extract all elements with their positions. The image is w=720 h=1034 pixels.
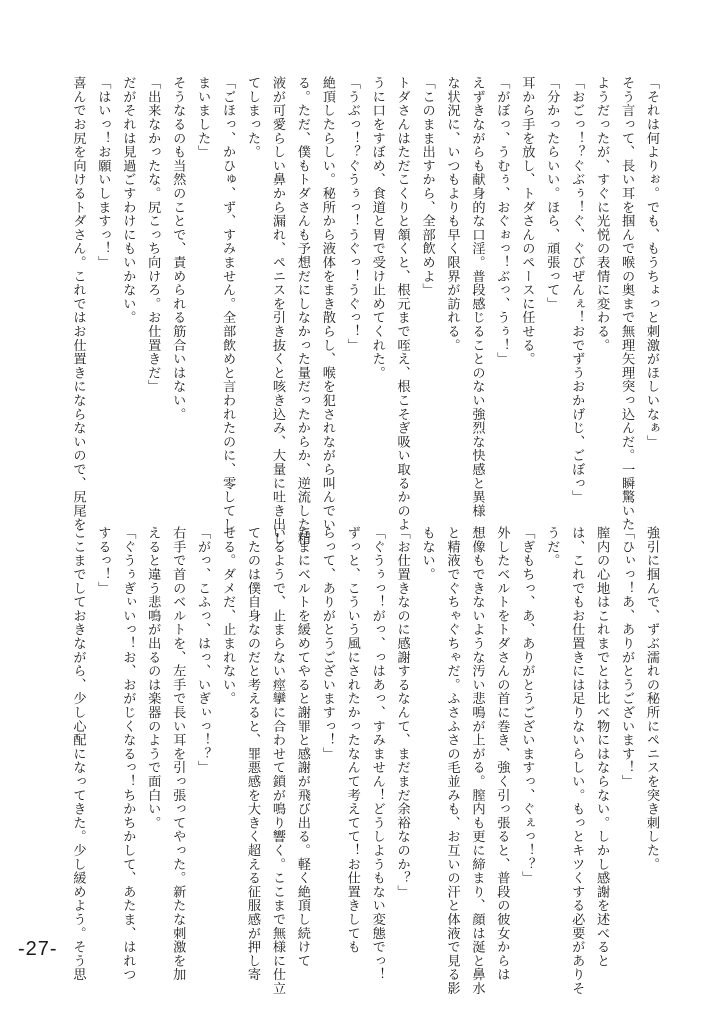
- text-column: 「ぐうぅぎぃいっ！お、おがじくなるっ！ちかちかして、あたま、はれつ: [120, 526, 136, 982]
- text-column: たまにベルトを緩めてやると謝罪と感謝が飛び出る。軽く絶頂し続けて: [294, 526, 310, 968]
- text-column: 外したベルトをトダさんの首に巻き、強く引っ張ると、普段の彼女からは: [494, 526, 510, 982]
- text-column: トダさんはただこくりと頷くと、根元まで咥え、根こそぎ吸い取るかのよ: [394, 76, 410, 532]
- text-column: と精液でぐちゃぐちゃだ。ふさふさの毛並みも、お互いの汗と体液で見る影: [444, 526, 460, 996]
- text-column: 「ぎもちっ、あ、ありがとうございますっ、ぐぇっ！？」: [519, 526, 535, 885]
- text-column: 「このまま出すから、全部飲めよ」: [419, 76, 435, 297]
- text-column: えると違う悲鳴が出るのは楽器のようで面白い。: [145, 526, 161, 830]
- text-column: 「はいっ！お願いしますっ！」: [95, 76, 111, 270]
- text-column: 耳から手を放し、トダさんのペースに任せる。: [519, 76, 535, 366]
- text-column: ここまでしておきながら、少し心配になってきた。少し緩めよう。そう思: [70, 526, 86, 982]
- text-column: 「ぐうぅっ！がっ、っはあっ、すみません！どうしようもない変態でっ！: [369, 526, 385, 982]
- text-column: 右手で首のベルトを、左手で長い耳を引っ張ってやった。新たな刺激を加: [170, 526, 186, 982]
- text-column: ずっと、こういう風にされたかったなんて考えてて！お仕置きしても: [344, 526, 360, 954]
- text-column: 「出来なかったな。尻こっち向けろ。お仕置きだ」: [145, 76, 161, 394]
- upper-text-block: [60, 76, 659, 546]
- text-column: 喜んでお尻を向けるトダさん。これではお仕置きにならないので、尻尾を: [70, 76, 86, 532]
- page-number: -27-: [18, 938, 58, 960]
- text-column: 絶頂したらしい。秘所から液体をまき散らし、喉を犯されながら叫んでい: [319, 76, 335, 532]
- text-column: 「おごっ！？ぐぶぅ！ぐ、ぐびぜんぇ！おでずうおかげじ、ごぼっ」: [569, 76, 585, 504]
- text-column: 膣内の心地はこれまでとは比べ物にはならない。しかし感謝を述べると: [594, 526, 610, 968]
- text-column: てたのは僕自身なのだと考えると、罪悪感を大きく超える征服感が押し寄: [245, 526, 260, 982]
- text-column: 「分かったらいい。ほら、頑張って」: [544, 76, 560, 311]
- text-column: 「うぶっ！？ぐうぅっ！うぐっ！うぐっ！」: [344, 76, 360, 352]
- text-column: まいました」: [195, 76, 211, 159]
- text-column: 「ごほっ、かひゅ、ず、すみません。全部飲めと言われたのに、零してし: [220, 76, 236, 532]
- text-column: る。ただ、僕もトダさんも予想だにしなかった量だったからか、逆流した精: [294, 76, 310, 546]
- text-column: 「がっ、こふっ、はっ、いぎぃっ！？」: [195, 526, 211, 775]
- text-column: するっ！」: [95, 526, 111, 595]
- text-column: うに口をすぼめ、食道と胃で受け止めてくれた。: [369, 76, 385, 380]
- text-column: 「お仕置きなのに感謝するなんて、まだまだ余裕なのか？」: [394, 526, 410, 899]
- text-column: せる。ダメだ、止まれない。: [220, 526, 236, 706]
- text-column: えずきながらも献身的な口淫。普段感じることのない強烈な快感と異様: [469, 76, 485, 518]
- text-column: いるようで、止まらない痙攣に合わせて鎖が鳴り響く。ここまで無様に仕立: [269, 526, 285, 996]
- text-column: だがそれは見過ごすわけにもいかない。: [120, 76, 136, 325]
- lower-text-block: [60, 526, 659, 996]
- text-column: ようだったが、すぐに光悦の表情に変わる。: [594, 76, 610, 352]
- text-column: 「それは何よりぉ。でも、もうちょっと刺激がほしいなぁ」: [644, 76, 659, 449]
- text-column: 「がぼっ、うむぅ、おぐぉっ！ぶっ、うぅ！」: [494, 76, 510, 366]
- text-column: 想像もできないような汚い悲鳴が上がる。膣内も更に締まり、顔は涎と鼻水: [469, 526, 485, 996]
- text-column: うだ。: [544, 526, 560, 568]
- text-column: そうなるのも当然のことで、責められる筋合いはない。: [170, 76, 186, 421]
- text-column: らって、ありがとうございますっ！」: [319, 526, 335, 761]
- text-column: そう言って、長い耳を掴んで喉の奥まで無理矢理突っ込んだ。一瞬驚いた: [619, 76, 635, 532]
- text-column: もない。: [419, 526, 435, 582]
- text-column: な状況に、いつもよりも早く限界が訪れる。: [444, 76, 460, 352]
- text-column: 液が可愛らしい鼻から漏れ、ペニスを引き抜くと咳き込み、大量に吐き出し: [269, 76, 285, 546]
- text-column: は、これでもお仕置きには足りないらしい。もっとキツくする必要がありそ: [569, 526, 585, 996]
- text-column: 「ひぃっ！あ、ありがとうございます！」: [619, 526, 635, 789]
- text-column: 強引に掴んで、ずぶ濡れの秘所にペニスを突き刺した。: [644, 526, 659, 871]
- text-column: てしまった。: [245, 76, 260, 159]
